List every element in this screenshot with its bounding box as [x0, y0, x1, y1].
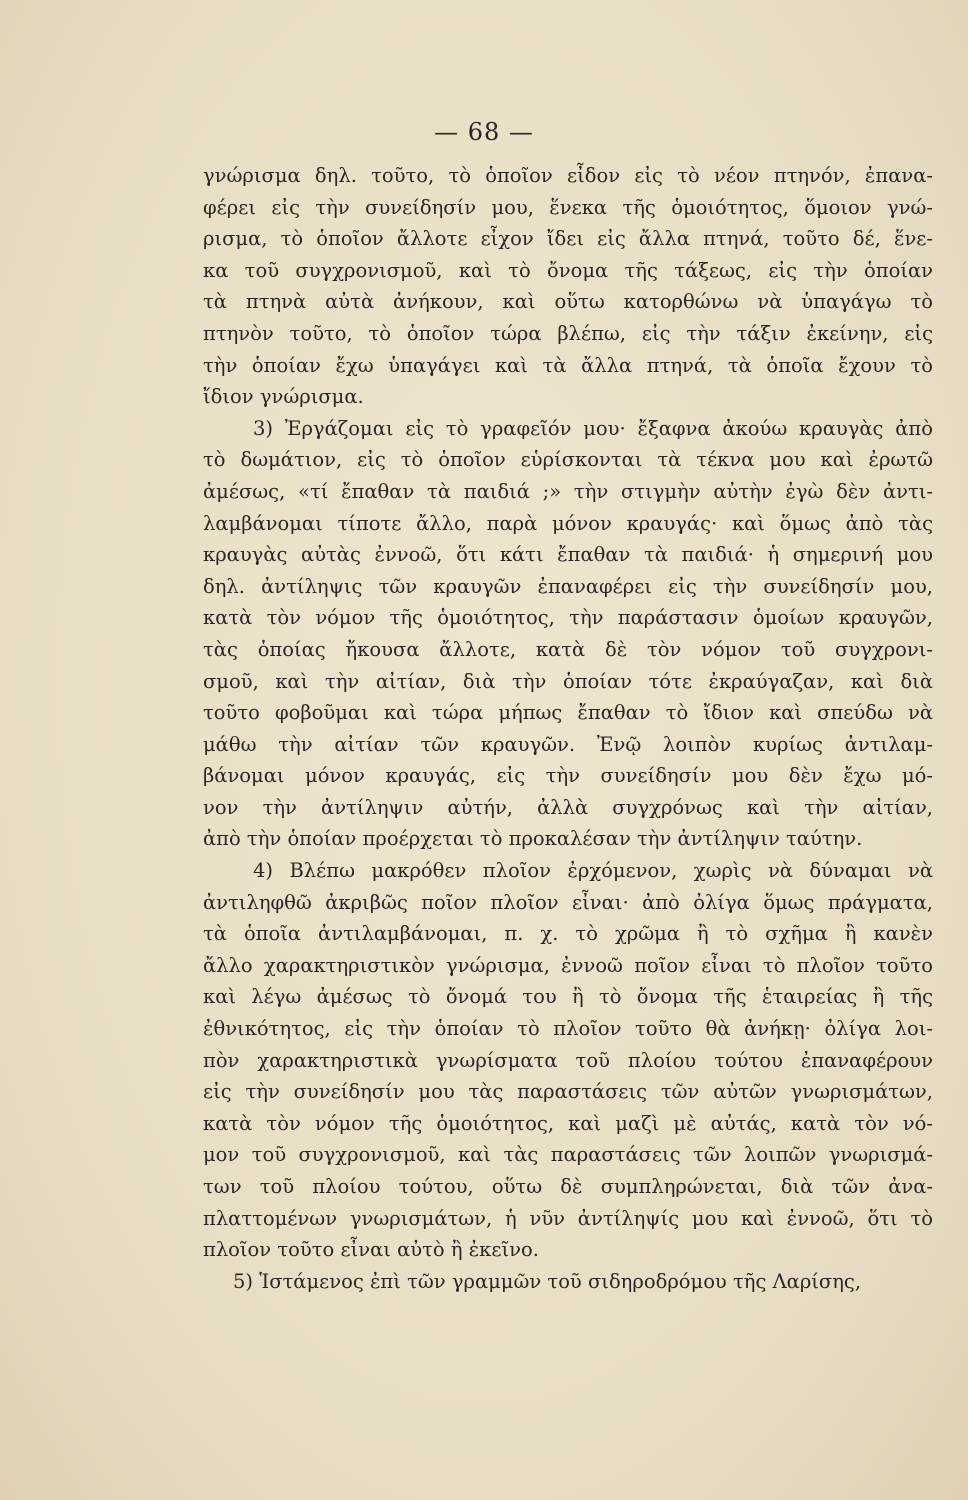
- text-line: τοῦτο φοβοῦμαι καὶ τώρα μήπως ἔπαθαν τὸ ἴδιον καὶ σπεύδω νὰ: [203, 701, 933, 725]
- text-line: κα τοῦ συγχρονισμοῦ, καὶ τὸ ὄνομα τῆς τάξεως, εἰς τὴν ὁποίαν: [203, 258, 933, 282]
- text-line: σμοῦ, καὶ τὴν αἰτίαν, διὰ τὴν ὁποίαν τότε ἐκραύγαζαν, καὶ διὰ: [203, 669, 933, 693]
- paragraph-start-5: 5) Ἱστάμενος ἐπὶ τῶν γραμμῶν τοῦ σιδηροδρόμου τῆς Λαρίσης,: [233, 1269, 862, 1293]
- text-line: τὰς ὁποίας ἤκουσα ἄλλοτε, κατὰ δὲ τὸν νόμον τοῦ συγχρονι-: [203, 637, 933, 661]
- text-line: τὸ δωμάτιον, εἰς τὸ ὁποῖον εὑρίσκονται τὰ τέκνα μου καὶ ἐρωτῶ: [203, 448, 933, 472]
- text-line: καὶ λέγω ἀμέσως τὸ ὄνομά του ἢ τὸ ὄνομα τῆς ἑταιρείας ἢ τῆς: [203, 985, 933, 1009]
- body-text: [203, 160, 933, 1297]
- text-line: λαμβάνομαι τίποτε ἄλλο, παρὰ μόνον κραυγάς· καὶ ὅμως ἀπὸ τὰς: [203, 511, 933, 535]
- text-line: πλοῖον τοῦτο εἶναι αὐτὸ ἢ ἐκεῖνο.: [203, 1238, 539, 1262]
- text-line: μάθω τὴν αἰτίαν τῶν κραυγῶν. Ἐνῷ λοιπὸν κυρίως ἀντιλαμ-: [203, 732, 933, 756]
- text-line: πὸν χαρακτηριστικὰ γνωρίσματα τοῦ πλοίου τούτου ἐπαναφέρουν: [203, 1048, 933, 1072]
- text-line: των τοῦ πλοίου τούτου, οὕτω δὲ συμπληρώνεται, διὰ τῶν ἀνα-: [203, 1175, 933, 1198]
- text-line: μον τοῦ συγχρονισμοῦ, καὶ τὰς παραστάσεις τῶν λοιπῶν γνωρισμά-: [203, 1143, 933, 1167]
- text-line: ἀπὸ τὴν ὁποίαν προέρχεται τὸ προκαλέσαν τὴν ἀντίληψιν ταύτην.: [203, 827, 863, 851]
- text-line: εἰς τὴν συνείδησίν μου τὰς παραστάσεις τῶν αὐτῶν γνωρισμάτων,: [203, 1080, 933, 1104]
- text-line: κατὰ τὸν νόμον τῆς ὁμοιότητος, καὶ μαζὶ μὲ αὐτάς, κατὰ τὸν νό-: [203, 1111, 933, 1135]
- text-line: κατὰ τὸν νόμον τῆς ὁμοιότητος, τὴν παράστασιν ὁμοίων κραυγῶν,: [203, 606, 933, 630]
- text-line: ἐθνικότητος, εἰς τὴν ὁποίαν τὸ πλοῖον τοῦτο θὰ ἀνήκῃ· ὀλίγα λοι-: [203, 1017, 933, 1041]
- paragraph-start-4: 4) Βλέπω μακρόθεν πλοῖον ἐρχόμενον, χωρὶς νὰ δύναμαι νὰ: [253, 859, 933, 883]
- text-line: τὰ ὁποῖα ἀντιλαμβάνομαι, π. χ. τὸ χρῶμα ἢ τὸ σχῆμα ἢ κανὲν: [203, 922, 933, 946]
- paragraph-start-3: 3) Ἐργάζομαι εἰς τὸ γραφεῖόν μου· ἔξαφνα ἀκούω κραυγὰς ἀπὸ: [253, 416, 933, 440]
- text-line: γνώρισμα δηλ. τοῦτο, τὸ ὁποῖον εἶδον εἰς τὸ νέον πτηνόν, ἐπανα-: [203, 164, 933, 187]
- text-line: φέρει εἰς τὴν συνείδησίν μου, ἕνεκα τῆς ὁμοιότητος, ὅμοιον γνώ-: [203, 195, 933, 219]
- text-line: κραυγὰς αὐτὰς ἐννοῶ, ὅτι κάτι ἔπαθαν τὰ παιδιά· ἡ σημερινή μου: [203, 543, 933, 567]
- text-line: ἀντιληφθῶ ἀκριβῶς ποῖον πλοῖον εἶναι· ἀπὸ ὀλίγα ὅμως πράγματα,: [203, 890, 933, 914]
- text-line: δηλ. ἀντίληψις τῶν κραυγῶν ἐπαναφέρει εἰς τὴν συνείδησίν μου,: [203, 574, 933, 598]
- text-line: τὴν ὁποίαν ἔχω ὑπαγάγει καὶ τὰ ἄλλα πτηνά, τὰ ὁποῖα ἔχουν τὸ: [203, 353, 933, 377]
- text-line: ἄλλο χαρακτηριστικὸν γνώρισμα, ἐννοῶ ποῖον εἶναι τὸ πλοῖον τοῦτο: [203, 953, 933, 977]
- text-line: πλαττομένων γνωρισμάτων, ἡ νῦν ἀντίληψίς μου καὶ ἐννοῶ, ὅτι τὸ: [203, 1206, 933, 1230]
- text-line: ἴδιον γνώρισμα.: [203, 385, 364, 409]
- text-line: πτηνὸν τοῦτο, τὸ ὁποῖον τώρα βλέπω, εἰς τὴν τάξιν ἐκείνην, εἰς: [203, 321, 933, 345]
- text-line: βάνομαι μόνον κραυγάς, εἰς τὴν συνείδησίν μου δὲν ἔχω μό-: [203, 764, 933, 788]
- page-number: — 68 —: [434, 118, 534, 146]
- text-line: ρισμα, τὸ ὁποῖον ἄλλοτε εἶχον ἴδει εἰς ἄλλα πτηνά, τοῦτο δέ, ἕνε-: [203, 227, 933, 251]
- text-line: νον τὴν ἀντίληψιν αὐτήν, ἀλλὰ συγχρόνως καὶ τὴν αἰτίαν,: [203, 795, 933, 819]
- text-line: τὰ πτηνὰ αὐτὰ ἀνήκουν, καὶ οὕτω κατορθώνω νὰ ὑπαγάγω τὸ: [203, 290, 933, 314]
- text-line: ἀμέσως, «τί ἔπαθαν τὰ παιδιά ;» τὴν στιγμὴν αὐτὴν ἐγὼ δὲν ἀντι-: [203, 479, 933, 503]
